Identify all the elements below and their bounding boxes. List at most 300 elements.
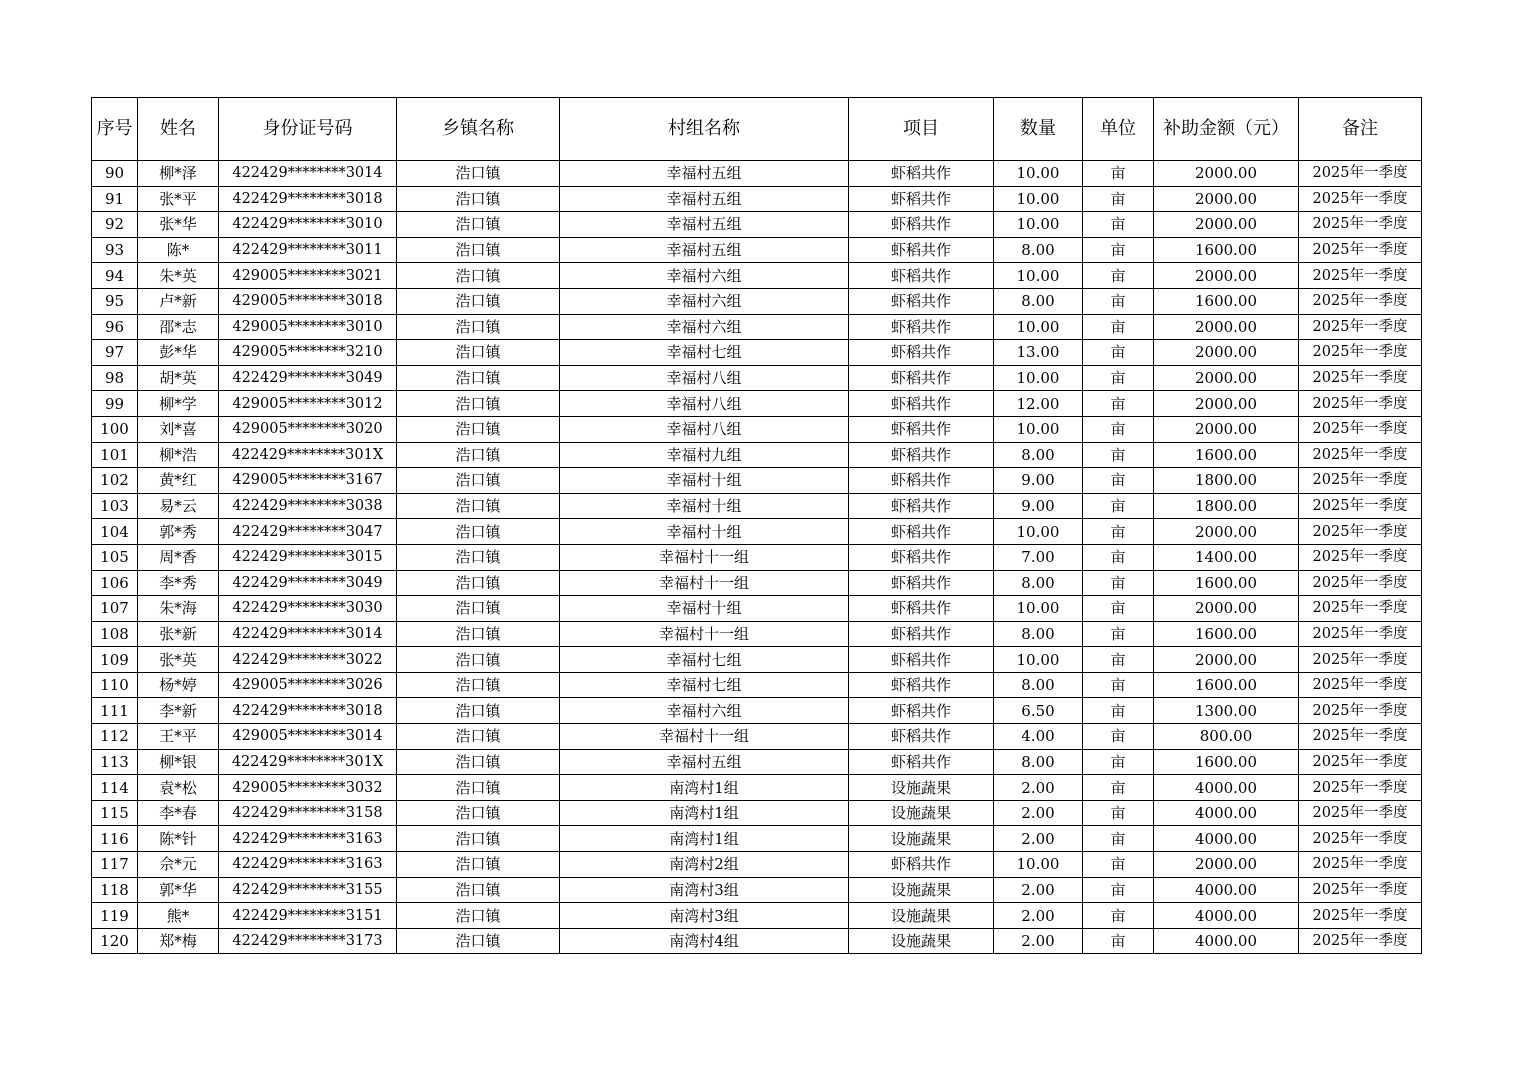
cell-id: 422429********3163 [219, 852, 397, 878]
cell-unit: 亩 [1083, 621, 1154, 647]
cell-seq: 106 [92, 570, 138, 596]
cell-id: 429005********3021 [219, 263, 397, 289]
cell-id: 422429********3155 [219, 877, 397, 903]
cell-id: 429005********3026 [219, 672, 397, 698]
cell-village: 幸福村六组 [560, 263, 849, 289]
cell-note: 2025年一季度 [1299, 800, 1422, 826]
cell-qty: 7.00 [994, 544, 1083, 570]
cell-amount: 2000.00 [1154, 852, 1299, 878]
table-row [92, 596, 1422, 622]
table-row [92, 365, 1422, 391]
cell-village: 幸福村五组 [560, 237, 849, 263]
cell-unit: 亩 [1083, 416, 1154, 442]
cell-note: 2025年一季度 [1299, 237, 1422, 263]
cell-note: 2025年一季度 [1299, 775, 1422, 801]
cell-note: 2025年一季度 [1299, 416, 1422, 442]
table-row [92, 288, 1422, 314]
cell-amount: 2000.00 [1154, 519, 1299, 545]
cell-project: 虾稻共作 [849, 263, 994, 289]
cell-unit: 亩 [1083, 493, 1154, 519]
cell-seq: 93 [92, 237, 138, 263]
table-row [92, 724, 1422, 750]
cell-id: 422429********3049 [219, 365, 397, 391]
cell-qty: 9.00 [994, 468, 1083, 494]
cell-id: 429005********3020 [219, 416, 397, 442]
cell-note: 2025年一季度 [1299, 724, 1422, 750]
cell-unit: 亩 [1083, 212, 1154, 238]
cell-project: 虾稻共作 [849, 672, 994, 698]
cell-qty: 10.00 [994, 596, 1083, 622]
cell-name: 陈* [138, 237, 219, 263]
cell-amount: 4000.00 [1154, 877, 1299, 903]
cell-note: 2025年一季度 [1299, 186, 1422, 212]
cell-name: 朱*英 [138, 263, 219, 289]
cell-village: 幸福村十一组 [560, 724, 849, 750]
cell-name: 胡*英 [138, 365, 219, 391]
cell-village: 幸福村六组 [560, 288, 849, 314]
cell-qty: 2.00 [994, 775, 1083, 801]
cell-unit: 亩 [1083, 647, 1154, 673]
cell-project: 虾稻共作 [849, 365, 994, 391]
cell-id: 422429********3173 [219, 928, 397, 954]
cell-note: 2025年一季度 [1299, 519, 1422, 545]
cell-name: 张*新 [138, 621, 219, 647]
cell-note: 2025年一季度 [1299, 698, 1422, 724]
cell-town: 浩口镇 [397, 340, 560, 366]
cell-unit: 亩 [1083, 903, 1154, 929]
cell-village: 幸福村六组 [560, 314, 849, 340]
cell-qty: 8.00 [994, 749, 1083, 775]
cell-village: 南湾村1组 [560, 800, 849, 826]
table-row [92, 493, 1422, 519]
cell-amount: 1600.00 [1154, 288, 1299, 314]
cell-project: 设施蔬果 [849, 877, 994, 903]
cell-note: 2025年一季度 [1299, 928, 1422, 954]
cell-id: 422429********3151 [219, 903, 397, 929]
cell-note: 2025年一季度 [1299, 212, 1422, 238]
cell-town: 浩口镇 [397, 468, 560, 494]
cell-town: 浩口镇 [397, 724, 560, 750]
cell-name: 张*英 [138, 647, 219, 673]
cell-note: 2025年一季度 [1299, 468, 1422, 494]
cell-qty: 10.00 [994, 416, 1083, 442]
cell-unit: 亩 [1083, 698, 1154, 724]
cell-name: 袁*松 [138, 775, 219, 801]
cell-name: 郭*华 [138, 877, 219, 903]
cell-qty: 6.50 [994, 698, 1083, 724]
cell-unit: 亩 [1083, 237, 1154, 263]
cell-project: 设施蔬果 [849, 826, 994, 852]
cell-amount: 2000.00 [1154, 596, 1299, 622]
cell-unit: 亩 [1083, 365, 1154, 391]
cell-seq: 107 [92, 596, 138, 622]
cell-town: 浩口镇 [397, 852, 560, 878]
cell-note: 2025年一季度 [1299, 442, 1422, 468]
cell-seq: 113 [92, 749, 138, 775]
table-row [92, 263, 1422, 289]
table-row [92, 570, 1422, 596]
cell-id: 422429********3038 [219, 493, 397, 519]
cell-qty: 8.00 [994, 237, 1083, 263]
cell-id: 422429********3022 [219, 647, 397, 673]
cell-seq: 90 [92, 161, 138, 187]
table-row [92, 672, 1422, 698]
cell-project: 虾稻共作 [849, 852, 994, 878]
table-row [92, 621, 1422, 647]
table-row [92, 391, 1422, 417]
cell-seq: 92 [92, 212, 138, 238]
cell-seq: 115 [92, 800, 138, 826]
cell-amount: 2000.00 [1154, 263, 1299, 289]
table-row [92, 340, 1422, 366]
cell-village: 南湾村2组 [560, 852, 849, 878]
cell-village: 幸福村十组 [560, 468, 849, 494]
table-row [92, 698, 1422, 724]
cell-id: 422429********301X [219, 749, 397, 775]
cell-unit: 亩 [1083, 826, 1154, 852]
table-row [92, 775, 1422, 801]
cell-project: 虾稻共作 [849, 749, 994, 775]
cell-amount: 1600.00 [1154, 237, 1299, 263]
cell-unit: 亩 [1083, 263, 1154, 289]
cell-seq: 116 [92, 826, 138, 852]
cell-town: 浩口镇 [397, 544, 560, 570]
cell-project: 虾稻共作 [849, 493, 994, 519]
cell-seq: 104 [92, 519, 138, 545]
cell-town: 浩口镇 [397, 212, 560, 238]
cell-id: 429005********3010 [219, 314, 397, 340]
cell-amount: 4000.00 [1154, 928, 1299, 954]
cell-amount: 2000.00 [1154, 365, 1299, 391]
cell-unit: 亩 [1083, 519, 1154, 545]
cell-name: 柳*学 [138, 391, 219, 417]
header-amount: 补助金额（元） [1154, 98, 1299, 161]
table-row [92, 928, 1422, 954]
cell-project: 虾稻共作 [849, 519, 994, 545]
cell-seq: 109 [92, 647, 138, 673]
cell-id: 422429********3014 [219, 161, 397, 187]
cell-project: 虾稻共作 [849, 698, 994, 724]
cell-town: 浩口镇 [397, 647, 560, 673]
cell-village: 幸福村十组 [560, 493, 849, 519]
cell-note: 2025年一季度 [1299, 340, 1422, 366]
header-town: 乡镇名称 [397, 98, 560, 161]
cell-note: 2025年一季度 [1299, 288, 1422, 314]
header-unit: 单位 [1083, 98, 1154, 161]
table-row [92, 186, 1422, 212]
cell-note: 2025年一季度 [1299, 263, 1422, 289]
cell-amount: 1400.00 [1154, 544, 1299, 570]
cell-village: 幸福村十一组 [560, 621, 849, 647]
cell-village: 南湾村1组 [560, 826, 849, 852]
cell-town: 浩口镇 [397, 775, 560, 801]
cell-name: 李*秀 [138, 570, 219, 596]
cell-amount: 4000.00 [1154, 775, 1299, 801]
cell-note: 2025年一季度 [1299, 749, 1422, 775]
cell-id: 422429********3163 [219, 826, 397, 852]
table-row [92, 468, 1422, 494]
cell-note: 2025年一季度 [1299, 672, 1422, 698]
cell-name: 佘*元 [138, 852, 219, 878]
cell-seq: 102 [92, 468, 138, 494]
cell-seq: 97 [92, 340, 138, 366]
cell-unit: 亩 [1083, 161, 1154, 187]
cell-village: 幸福村七组 [560, 647, 849, 673]
cell-unit: 亩 [1083, 288, 1154, 314]
cell-seq: 94 [92, 263, 138, 289]
cell-qty: 10.00 [994, 852, 1083, 878]
table-row [92, 416, 1422, 442]
cell-amount: 1800.00 [1154, 468, 1299, 494]
table-row [92, 852, 1422, 878]
cell-id: 429005********3167 [219, 468, 397, 494]
cell-amount: 1800.00 [1154, 493, 1299, 519]
cell-qty: 2.00 [994, 928, 1083, 954]
cell-note: 2025年一季度 [1299, 826, 1422, 852]
cell-project: 虾稻共作 [849, 647, 994, 673]
table-row [92, 237, 1422, 263]
cell-id: 422429********3030 [219, 596, 397, 622]
cell-seq: 105 [92, 544, 138, 570]
cell-id: 422429********3010 [219, 212, 397, 238]
cell-town: 浩口镇 [397, 903, 560, 929]
cell-village: 幸福村九组 [560, 442, 849, 468]
cell-village: 幸福村十一组 [560, 570, 849, 596]
cell-qty: 8.00 [994, 570, 1083, 596]
cell-project: 虾稻共作 [849, 288, 994, 314]
cell-seq: 101 [92, 442, 138, 468]
cell-qty: 10.00 [994, 519, 1083, 545]
cell-id: 429005********3018 [219, 288, 397, 314]
cell-town: 浩口镇 [397, 672, 560, 698]
cell-town: 浩口镇 [397, 237, 560, 263]
cell-amount: 2000.00 [1154, 212, 1299, 238]
cell-name: 陈*针 [138, 826, 219, 852]
cell-seq: 112 [92, 724, 138, 750]
cell-amount: 4000.00 [1154, 800, 1299, 826]
cell-seq: 110 [92, 672, 138, 698]
cell-amount: 2000.00 [1154, 186, 1299, 212]
cell-unit: 亩 [1083, 186, 1154, 212]
cell-unit: 亩 [1083, 672, 1154, 698]
cell-qty: 13.00 [994, 340, 1083, 366]
cell-village: 幸福村六组 [560, 698, 849, 724]
cell-project: 虾稻共作 [849, 340, 994, 366]
cell-qty: 10.00 [994, 365, 1083, 391]
cell-village: 幸福村八组 [560, 416, 849, 442]
table-header [92, 98, 1422, 161]
cell-town: 浩口镇 [397, 570, 560, 596]
cell-unit: 亩 [1083, 340, 1154, 366]
cell-town: 浩口镇 [397, 288, 560, 314]
cell-id: 422429********3158 [219, 800, 397, 826]
cell-town: 浩口镇 [397, 161, 560, 187]
cell-unit: 亩 [1083, 724, 1154, 750]
cell-village: 幸福村五组 [560, 186, 849, 212]
cell-village: 幸福村十组 [560, 596, 849, 622]
cell-name: 卢*新 [138, 288, 219, 314]
cell-note: 2025年一季度 [1299, 161, 1422, 187]
cell-town: 浩口镇 [397, 493, 560, 519]
header-id: 身份证号码 [219, 98, 397, 161]
subsidy-table [91, 97, 1422, 954]
cell-amount: 2000.00 [1154, 314, 1299, 340]
cell-qty: 10.00 [994, 647, 1083, 673]
cell-project: 设施蔬果 [849, 800, 994, 826]
cell-id: 422429********3047 [219, 519, 397, 545]
cell-id: 429005********3012 [219, 391, 397, 417]
cell-qty: 2.00 [994, 877, 1083, 903]
cell-project: 虾稻共作 [849, 724, 994, 750]
cell-qty: 10.00 [994, 186, 1083, 212]
cell-seq: 111 [92, 698, 138, 724]
header-name: 姓名 [138, 98, 219, 161]
cell-unit: 亩 [1083, 775, 1154, 801]
cell-project: 虾稻共作 [849, 570, 994, 596]
cell-note: 2025年一季度 [1299, 391, 1422, 417]
cell-unit: 亩 [1083, 596, 1154, 622]
cell-village: 南湾村1组 [560, 775, 849, 801]
cell-note: 2025年一季度 [1299, 877, 1422, 903]
cell-qty: 4.00 [994, 724, 1083, 750]
cell-amount: 2000.00 [1154, 391, 1299, 417]
cell-qty: 10.00 [994, 314, 1083, 340]
cell-town: 浩口镇 [397, 826, 560, 852]
table-row [92, 903, 1422, 929]
cell-unit: 亩 [1083, 928, 1154, 954]
cell-note: 2025年一季度 [1299, 621, 1422, 647]
cell-name: 彭*华 [138, 340, 219, 366]
cell-qty: 10.00 [994, 212, 1083, 238]
cell-name: 张*平 [138, 186, 219, 212]
cell-name: 柳*浩 [138, 442, 219, 468]
table-row [92, 826, 1422, 852]
cell-project: 虾稻共作 [849, 468, 994, 494]
cell-village: 南湾村3组 [560, 903, 849, 929]
cell-unit: 亩 [1083, 442, 1154, 468]
cell-amount: 2000.00 [1154, 161, 1299, 187]
cell-name: 朱*海 [138, 596, 219, 622]
cell-id: 422429********3015 [219, 544, 397, 570]
cell-village: 南湾村4组 [560, 928, 849, 954]
cell-town: 浩口镇 [397, 391, 560, 417]
header-qty: 数量 [994, 98, 1083, 161]
cell-town: 浩口镇 [397, 186, 560, 212]
table-row [92, 800, 1422, 826]
cell-qty: 8.00 [994, 442, 1083, 468]
cell-id: 422429********3011 [219, 237, 397, 263]
cell-project: 虾稻共作 [849, 442, 994, 468]
cell-qty: 10.00 [994, 263, 1083, 289]
cell-name: 李*春 [138, 800, 219, 826]
cell-unit: 亩 [1083, 800, 1154, 826]
cell-seq: 114 [92, 775, 138, 801]
cell-name: 黄*红 [138, 468, 219, 494]
cell-town: 浩口镇 [397, 314, 560, 340]
cell-project: 虾稻共作 [849, 186, 994, 212]
cell-project: 设施蔬果 [849, 775, 994, 801]
cell-amount: 2000.00 [1154, 416, 1299, 442]
cell-name: 柳*银 [138, 749, 219, 775]
cell-name: 邵*志 [138, 314, 219, 340]
cell-village: 幸福村五组 [560, 212, 849, 238]
cell-town: 浩口镇 [397, 698, 560, 724]
table-row [92, 877, 1422, 903]
header-row [92, 98, 1422, 161]
cell-seq: 91 [92, 186, 138, 212]
cell-qty: 9.00 [994, 493, 1083, 519]
cell-town: 浩口镇 [397, 800, 560, 826]
cell-amount: 1600.00 [1154, 749, 1299, 775]
cell-name: 郑*梅 [138, 928, 219, 954]
cell-project: 设施蔬果 [849, 903, 994, 929]
cell-name: 郭*秀 [138, 519, 219, 545]
cell-amount: 800.00 [1154, 724, 1299, 750]
cell-seq: 117 [92, 852, 138, 878]
cell-seq: 95 [92, 288, 138, 314]
cell-town: 浩口镇 [397, 365, 560, 391]
table-row [92, 314, 1422, 340]
cell-seq: 96 [92, 314, 138, 340]
header-seq: 序号 [92, 98, 138, 161]
cell-village: 幸福村十一组 [560, 544, 849, 570]
cell-village: 幸福村五组 [560, 161, 849, 187]
cell-project: 虾稻共作 [849, 544, 994, 570]
cell-note: 2025年一季度 [1299, 544, 1422, 570]
cell-town: 浩口镇 [397, 442, 560, 468]
cell-id: 422429********3018 [219, 698, 397, 724]
cell-id: 422429********3014 [219, 621, 397, 647]
cell-town: 浩口镇 [397, 416, 560, 442]
cell-qty: 8.00 [994, 672, 1083, 698]
cell-note: 2025年一季度 [1299, 903, 1422, 929]
cell-qty: 8.00 [994, 288, 1083, 314]
cell-unit: 亩 [1083, 314, 1154, 340]
cell-amount: 1600.00 [1154, 672, 1299, 698]
cell-note: 2025年一季度 [1299, 852, 1422, 878]
cell-town: 浩口镇 [397, 749, 560, 775]
cell-qty: 2.00 [994, 800, 1083, 826]
cell-amount: 1300.00 [1154, 698, 1299, 724]
cell-qty: 10.00 [994, 161, 1083, 187]
cell-amount: 2000.00 [1154, 340, 1299, 366]
table-row [92, 212, 1422, 238]
cell-name: 刘*喜 [138, 416, 219, 442]
cell-town: 浩口镇 [397, 621, 560, 647]
cell-town: 浩口镇 [397, 596, 560, 622]
cell-village: 幸福村十组 [560, 519, 849, 545]
cell-amount: 1600.00 [1154, 621, 1299, 647]
cell-qty: 2.00 [994, 903, 1083, 929]
cell-project: 虾稻共作 [849, 416, 994, 442]
cell-project: 虾稻共作 [849, 596, 994, 622]
table-row [92, 544, 1422, 570]
cell-seq: 108 [92, 621, 138, 647]
cell-amount: 4000.00 [1154, 903, 1299, 929]
cell-seq: 99 [92, 391, 138, 417]
cell-name: 杨*婷 [138, 672, 219, 698]
cell-amount: 4000.00 [1154, 826, 1299, 852]
cell-project: 虾稻共作 [849, 391, 994, 417]
header-project: 项目 [849, 98, 994, 161]
table-row [92, 442, 1422, 468]
cell-project: 虾稻共作 [849, 314, 994, 340]
cell-note: 2025年一季度 [1299, 365, 1422, 391]
cell-unit: 亩 [1083, 544, 1154, 570]
cell-town: 浩口镇 [397, 519, 560, 545]
cell-town: 浩口镇 [397, 928, 560, 954]
cell-unit: 亩 [1083, 468, 1154, 494]
